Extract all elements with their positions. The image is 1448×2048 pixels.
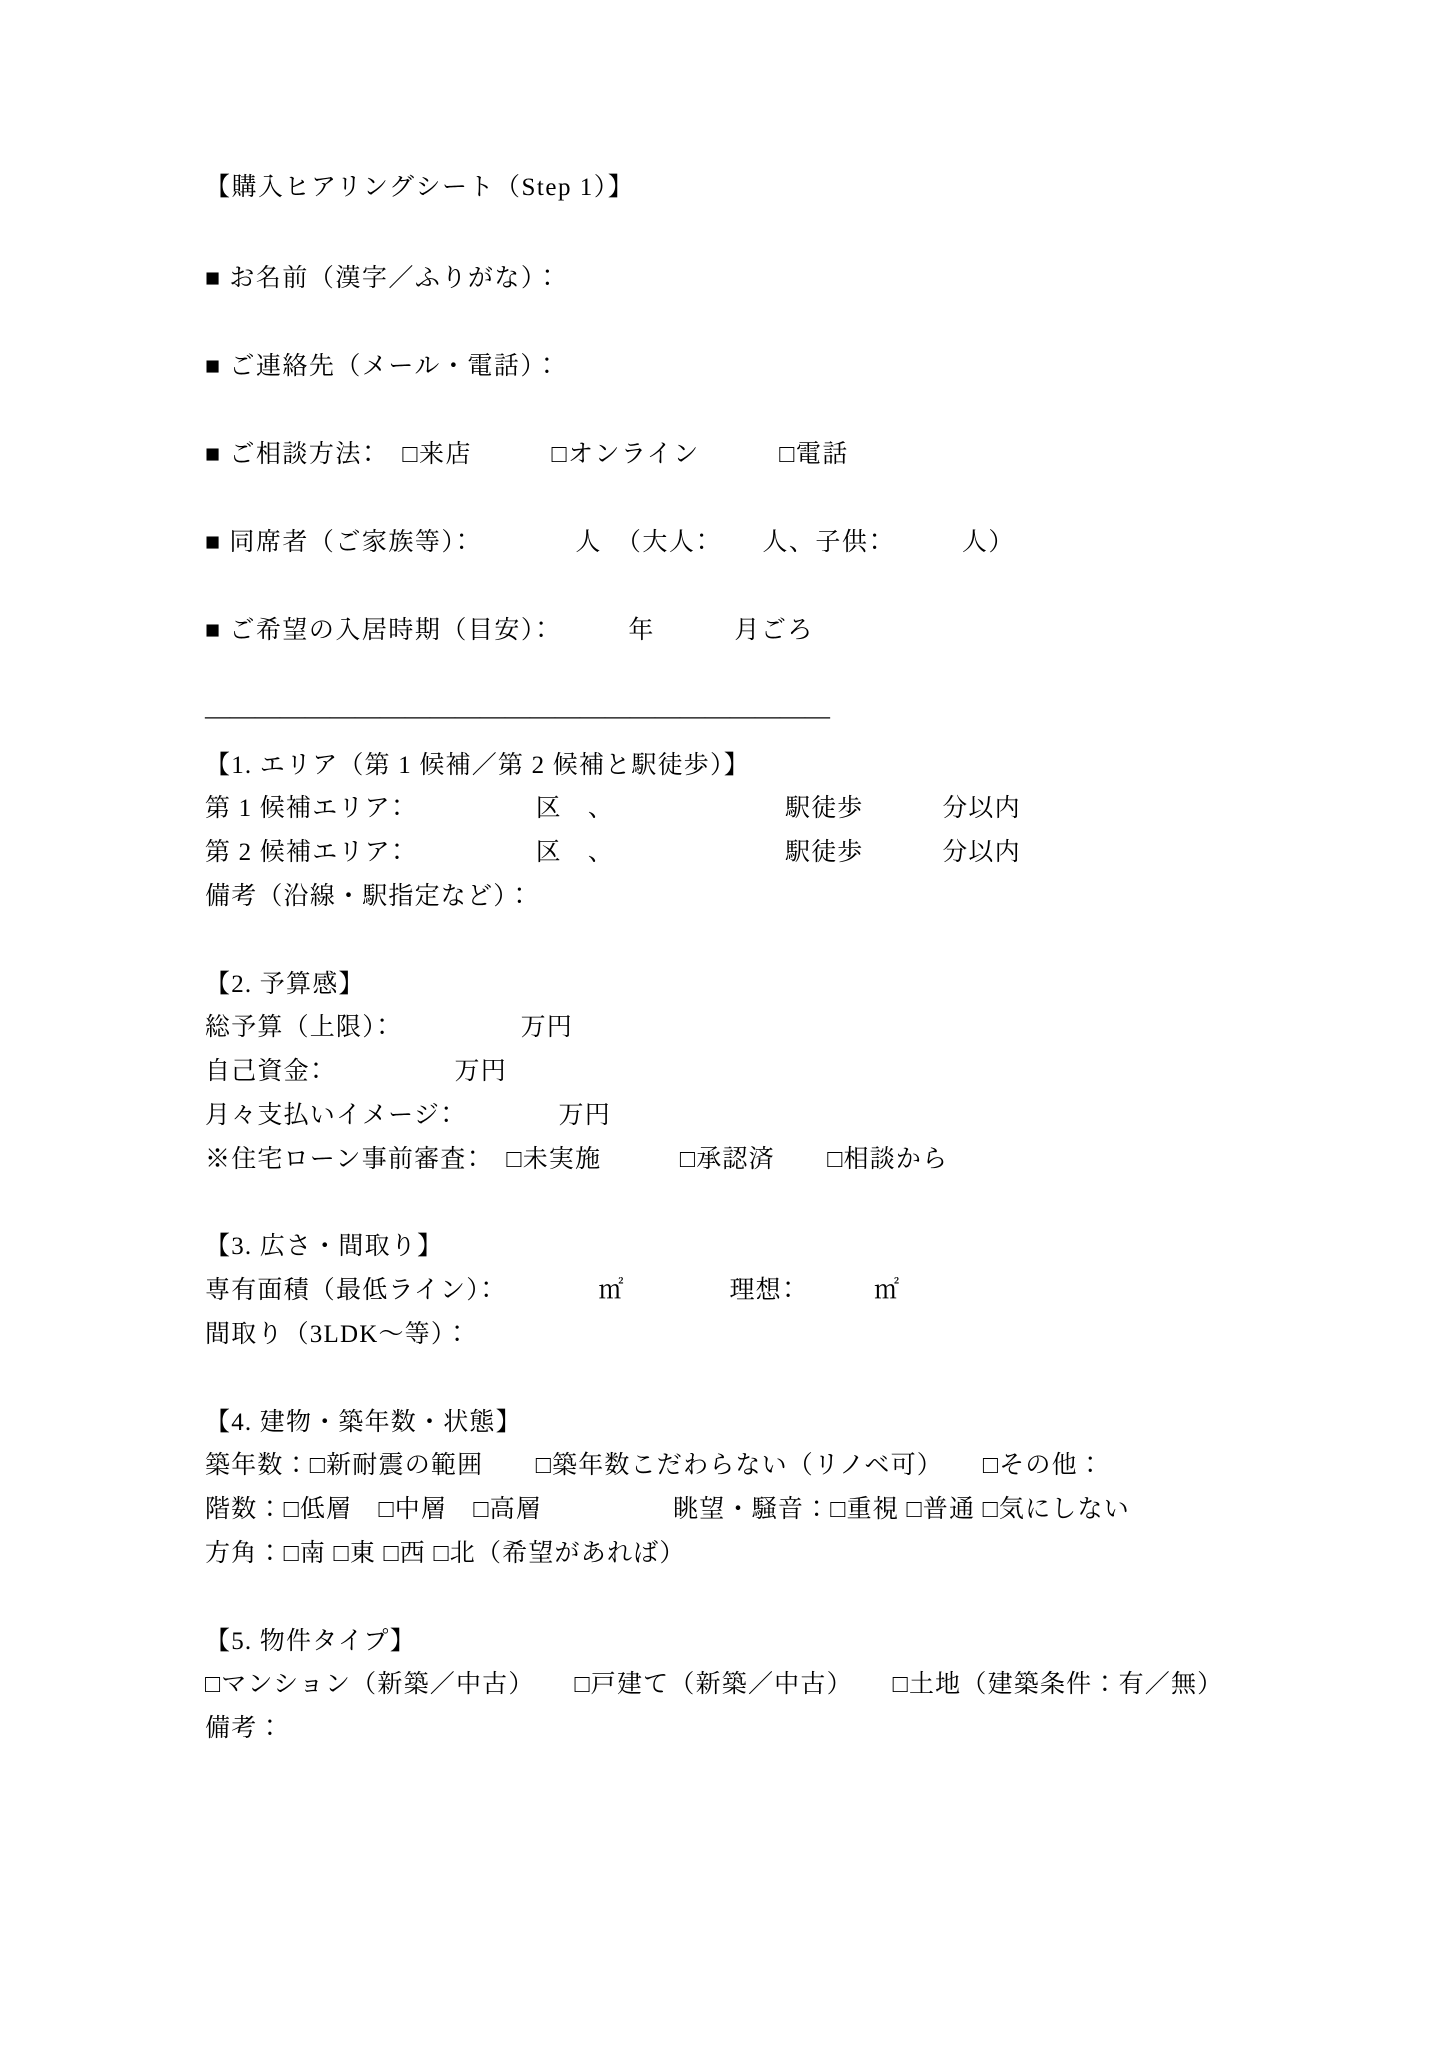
section-title: 【1. エリア（第 1 候補／第 2 候補と駅徒歩）】: [205, 751, 750, 779]
section-title: 【3. 広さ・間取り】: [205, 1233, 444, 1261]
section-line: 総予算（上限）： 万円: [205, 1014, 574, 1042]
page-title: 【購入ヒアリングシート（Step 1）】: [205, 174, 635, 201]
section-line: 築年数：□新耐震の範囲 □築年数こだわらない（リノベ可） □その他：: [205, 1452, 1105, 1480]
section-area: [205, 744, 1298, 919]
section-line: 第 2 候補エリア： 区 、 駅徒歩 分以内: [205, 839, 1021, 866]
section-line: 第 1 候補エリア： 区 、 駅徒歩 分以内: [205, 795, 1021, 823]
section-line: 方角：□南 □東 □西 □北（希望があれば）: [205, 1539, 686, 1567]
section-line: 階数：□低層 □中層 □高層 眺望・騒音：□重視 □普通 □気にしない: [205, 1496, 1130, 1523]
section-divider: ―――――――――――――――――――――――――: [205, 703, 830, 730]
section-line: 自己資金： 万円: [205, 1058, 507, 1085]
section-title: 【5. 物件タイプ】: [205, 1627, 417, 1655]
field-movein-timing: ■ ご希望の入居時期（目安）： 年 月ごろ: [205, 617, 814, 644]
section-line: □マンション（新築／中古） □戸建て（新築／中古） □土地（建築条件：有／無）: [205, 1671, 1224, 1699]
section-line: ※住宅ローン事前審査： □未実施 □承認済 □相談から: [205, 1145, 949, 1173]
field-name: ■ お名前（漢字／ふりがな）：: [205, 265, 562, 292]
field-consult-method: ■ ご相談方法： □来店 □オンライン □電話: [205, 441, 849, 468]
section-line: 専有面積（最低ライン）： ㎡ 理想： ㎡: [205, 1277, 901, 1304]
section-property-type: [205, 1620, 1298, 1751]
section-budget: [205, 963, 1298, 1182]
section-line: 月々支払いイメージ： 万円: [205, 1101, 611, 1129]
section-title: 【4. 建物・築年数・状態】: [205, 1408, 522, 1436]
section-line: 間取り（3LDK〜等）：: [205, 1320, 471, 1348]
field-accompanying: ■ 同席者（ご家族等）： 人 （大人： 人、子供： 人）: [205, 529, 1015, 556]
section-title: 【2. 予算感】: [205, 970, 365, 998]
section-building: [205, 1401, 1298, 1576]
section-line: 備考（沿線・駅指定など）：: [205, 882, 534, 910]
section-size-layout: [205, 1225, 1298, 1356]
field-contact: ■ ご連絡先（メール・電話）：: [205, 353, 561, 380]
section-line: 備考：: [205, 1715, 284, 1742]
